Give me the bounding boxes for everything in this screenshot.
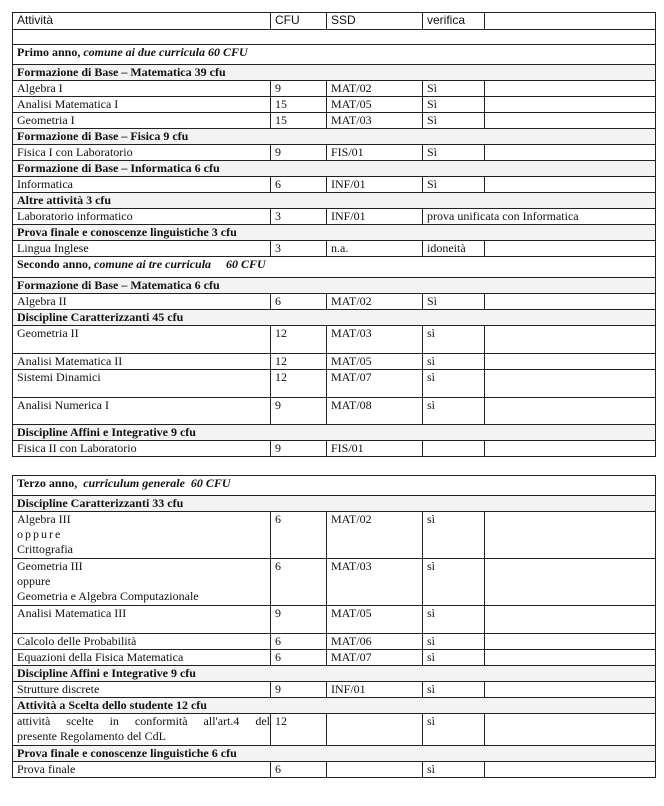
section-heading: Formazione di Base – Fisica 9 cfu (13, 129, 656, 145)
table-row: Algebra I 9 MAT/02 Sì (13, 81, 656, 97)
table-row: Algebra II 6 MAT/02 Sì (13, 294, 656, 310)
table-row: Geometria III oppure Geometria e Algebra Computazionale 6 MAT/03 sì (13, 559, 656, 606)
curriculum-table-first-second-year (12, 12, 656, 457)
table-row: Geometria II 12 MAT/03 sì (13, 326, 656, 354)
table-row: Prova finale 6 sì (13, 762, 656, 778)
section-heading: Prova finale e conoscenze linguistiche 3 cfu (13, 225, 656, 241)
table-row: Analisi Matematica II 12 MAT/05 sì (13, 354, 656, 370)
table-row: Informatica 6 INF/01 Sì (13, 177, 656, 193)
table-row: Strutture discrete 9 INF/01 sì (13, 682, 656, 698)
year-heading-row (13, 257, 656, 278)
year3-heading: Terzo anno, curriculum generale 60 CFU (13, 476, 656, 496)
lab-note: prova unificata con Informatica (423, 209, 656, 225)
table-row: Analisi Matematica III 9 MAT/05 sì (13, 606, 656, 634)
year-heading-row (13, 45, 656, 65)
section-heading: Formazione di Base – Matematica 39 cfu (13, 65, 656, 81)
section-heading: Discipline Caratterizzanti 45 cfu (13, 310, 656, 326)
table-row: Equazioni della Fisica Matematica 6 MAT/07 sì (13, 650, 656, 666)
curriculum-table-third-year (12, 475, 656, 778)
table-row: Analisi Numerica I 9 MAT/08 sì (13, 398, 656, 425)
section-heading: Discipline Affini e Integrative 9 cfu (13, 666, 656, 682)
header-verifica: verifica (423, 13, 485, 30)
table-row: Sistemi Dinamici 12 MAT/07 sì (13, 370, 656, 398)
year2-heading: Secondo anno, comune ai tre curricula 60 CFU (13, 257, 656, 278)
header-cfu: CFU (271, 13, 327, 30)
header-ssd: SSD (327, 13, 423, 30)
table-row: Fisica II con Laboratorio 9 FIS/01 (13, 441, 656, 457)
section-heading: Formazione di Base – Matematica 6 cfu (13, 278, 656, 294)
section-heading: Altre attività 3 cfu (13, 193, 656, 209)
section-heading: Formazione di Base – Informatica 6 cfu (13, 161, 656, 177)
section-heading: Prova finale e conoscenze linguistiche 6 cfu (13, 746, 656, 762)
section-heading: Attività a Scelta dello studente 12 cfu (13, 698, 656, 714)
table-row: Analisi Matematica I 15 MAT/05 Sì (13, 97, 656, 113)
table-row: Algebra III oppure Crittografia 6 MAT/02 sì (13, 512, 656, 559)
header-attivita: Attività (13, 13, 271, 30)
table-row: Fisica I con Laboratorio 9 FIS/01 Sì (13, 145, 656, 161)
table-row: Lingua Inglese 3 n.a. idoneità (13, 241, 656, 257)
table-row: attività scelte in conformità all'art.4 del presente Regolamento del CdL 12 sì (13, 714, 656, 746)
table-row: Laboratorio informatico 3 INF/01 prova unificata con Informatica (13, 209, 656, 225)
year1-heading: Primo anno, comune ai due curricula 60 CFU (13, 45, 656, 65)
header-row (13, 13, 656, 30)
year-heading-row (13, 476, 656, 496)
curriculum-page (12, 12, 655, 778)
table-row: Calcolo delle Probabilità 6 MAT/06 sì (13, 634, 656, 650)
section-heading: Discipline Caratterizzanti 33 cfu (13, 496, 656, 512)
table-row: Geometria I 15 MAT/03 Sì (13, 113, 656, 129)
section-heading: Discipline Affini e Integrative 9 cfu (13, 425, 656, 441)
